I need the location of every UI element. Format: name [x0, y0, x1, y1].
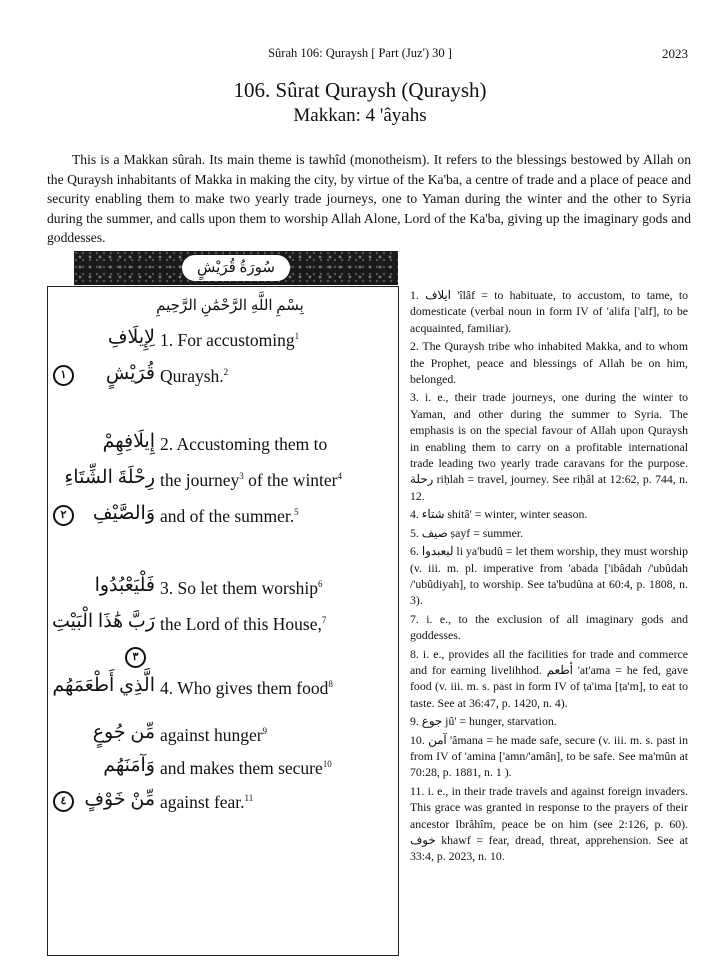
verse-arabic: مِّنْ خَوْفٍ [84, 789, 155, 810]
verse-translation: Quraysh.$^2$ [160, 366, 229, 386]
footnote: 1. ايلاف 'îlâf = to habituate, to accustom, to tame, to domesticate (verbal noun in form IV of 'alifa ['alf], to be acquainted, familiar). [410, 288, 688, 335]
verse-translation: 1. For accustoming$^1$ [160, 330, 300, 350]
footnote: 2. The Quraysh tribe who inhabited Makka, and to whom the Prophet, peace and blessings of Allah be on him, belonged. [410, 339, 688, 387]
footnote: 4. شتاء shitâ' = winter, winter season. [410, 507, 588, 522]
ayah-number-marker: ٤ [53, 791, 74, 812]
ayah-number-marker: ٢ [53, 505, 74, 526]
verse-translation: against fear.$^{11}$ [160, 792, 254, 812]
verse-translation: 4. Who gives them food$^8$ [160, 678, 333, 698]
footnote: 5. صيف ṣayf = summer. [410, 525, 524, 540]
verse-arabic: وَالصَّيْفِ [92, 503, 155, 524]
footnote: 8. i. e., provides all the facilities for trade and commerce and for earning livelihhod. أطعم 'at'ama = he fed, gave food (v. iii. m. s. past in form IV of ṭa'ima [ṭa'm], to eat to taste. See at 36:47, p. 1420, n. 4). [410, 646, 688, 710]
verse-translation: the journey$^3$ of the winter$^4$ [160, 470, 343, 490]
basmala: بِسْمِ اللَّهِ الرَّحْمَٰنِ الرَّحِيمِ [156, 298, 304, 314]
footnote-ref: 7 [321, 615, 327, 626]
footnote-ref: 10 [322, 759, 332, 770]
verse-arabic: الَّذِي أَطْعَمَهُم [52, 675, 155, 696]
footnote-ref: 11 [244, 793, 254, 804]
verse-arabic: رِحْلَةَ الشِّتَاءِ [64, 467, 155, 488]
footnote-ref: 2 [223, 367, 229, 378]
footnote: 6. ليعبدوا li ya'budû = let them worship, they must worship (v. iii. m. pl. imperative from 'abada ['ibâdah /'ubûdah /'ubûdiyah], to worship. See ta'budûna at 60:4, p. 1808, n. 3). [410, 544, 688, 608]
verse-translation: the Lord of this House,$^7$ [160, 614, 327, 634]
verse-arabic: وَآمَنَهُم [103, 755, 155, 776]
footnote-ref: 6 [317, 579, 323, 590]
page-subtitle: Makkan: 4 'âyahs [293, 105, 427, 126]
verse-translation: 2. Accustoming them to [160, 434, 328, 454]
footnote: 11. i. e., in their trade travels and against foreign invaders. This grace was granted in response to the prayers of their ancestor Ibrâhîm, peace be on him (see 2:126, p. 60). خوف khawf = fear, dread, threat, apprehension. See at 33:4, p. 2023, n. 10. [410, 783, 688, 864]
footnote-ref: 4 [337, 471, 343, 482]
footnote: 10. آمن 'âmana = he made safe, secure (v. iii. m. s. past in from IV of 'amina ['amn/'amân], to be safe. See ma'mûn at 70:28, p. 1881, n. 1 ). [410, 732, 688, 780]
footnotes [410, 287, 688, 867]
footnote-ref: 3 [239, 471, 244, 482]
page-title: 106. Sûrat Quraysh (Quraysh) [233, 78, 487, 102]
intro-paragraph: This is a Makkan sûrah. Its main theme is tawhîd (monotheism). It refers to the blessings bestowed by Allah on the Quraysh inhabitants of Makka in making the city, by virtue of the Ka'ba, a centre of trade and a place of peace and security enabling them to make two yearly trade journeys, one to Yaman during the winter and the other to Syria during the summer, and calls upon them to worship Allah Alone, Lord of the Ka'ba, giving up the imaginary gods and goddesses. [47, 152, 691, 246]
ayah-number-marker: ١ [53, 365, 74, 386]
ayah-number-marker: ٣ [125, 647, 146, 668]
verse-arabic: فَلْيَعْبُدُوا [94, 575, 155, 596]
footnote-ref: 8 [328, 679, 333, 690]
page-number: 2023 [662, 46, 688, 61]
footnote-ref: 9 [262, 726, 268, 737]
verse-translation: and makes them secure$^{10}$ [160, 758, 332, 778]
footnote: 3. i. e., their trade journeys, one during the winter to Yaman, and other during the summer to Syria. The emphasis is on the special favour of Allah upon Quraysh in enabling them to carry on a profitable international trade leading two yearly trade caravans for the purpose. رحلة riḥlah = travel, journey. See riḥâl at 12:62, p. 744, n. 12. [410, 390, 688, 503]
footnote-ref: 1 [294, 331, 300, 342]
verse-arabic: رَبَّ هَٰذَا الْبَيْتِ [51, 611, 155, 632]
verse-translation: against hunger$^9$ [160, 725, 268, 745]
footnote: 9. جوع jû' = hunger, starvation. [410, 714, 557, 729]
verse-translation: and of the summer.$^5$ [160, 506, 299, 526]
verse-arabic: قُرَيْشٍ [105, 363, 155, 384]
verse-arabic: مِّن جُوعٍ [92, 722, 155, 743]
verse-arabic: إِيلَافِهِمْ [102, 431, 155, 452]
surah-name-cartouche: سُورَةُ قُرَيْشٍ [182, 255, 290, 281]
surah-banner [74, 251, 398, 285]
running-head: Sûrah 106: Quraysh [ Part (Juz') 30 ] [268, 46, 452, 60]
footnote: 7. i. e., to the exclusion of all imaginary gods and goddesses. [410, 611, 688, 643]
verse-arabic: لِإِيلَافِ [107, 327, 155, 348]
verse-translation: 3. So let them worship$^6$ [160, 578, 323, 598]
footnote-ref: 5 [294, 507, 299, 518]
